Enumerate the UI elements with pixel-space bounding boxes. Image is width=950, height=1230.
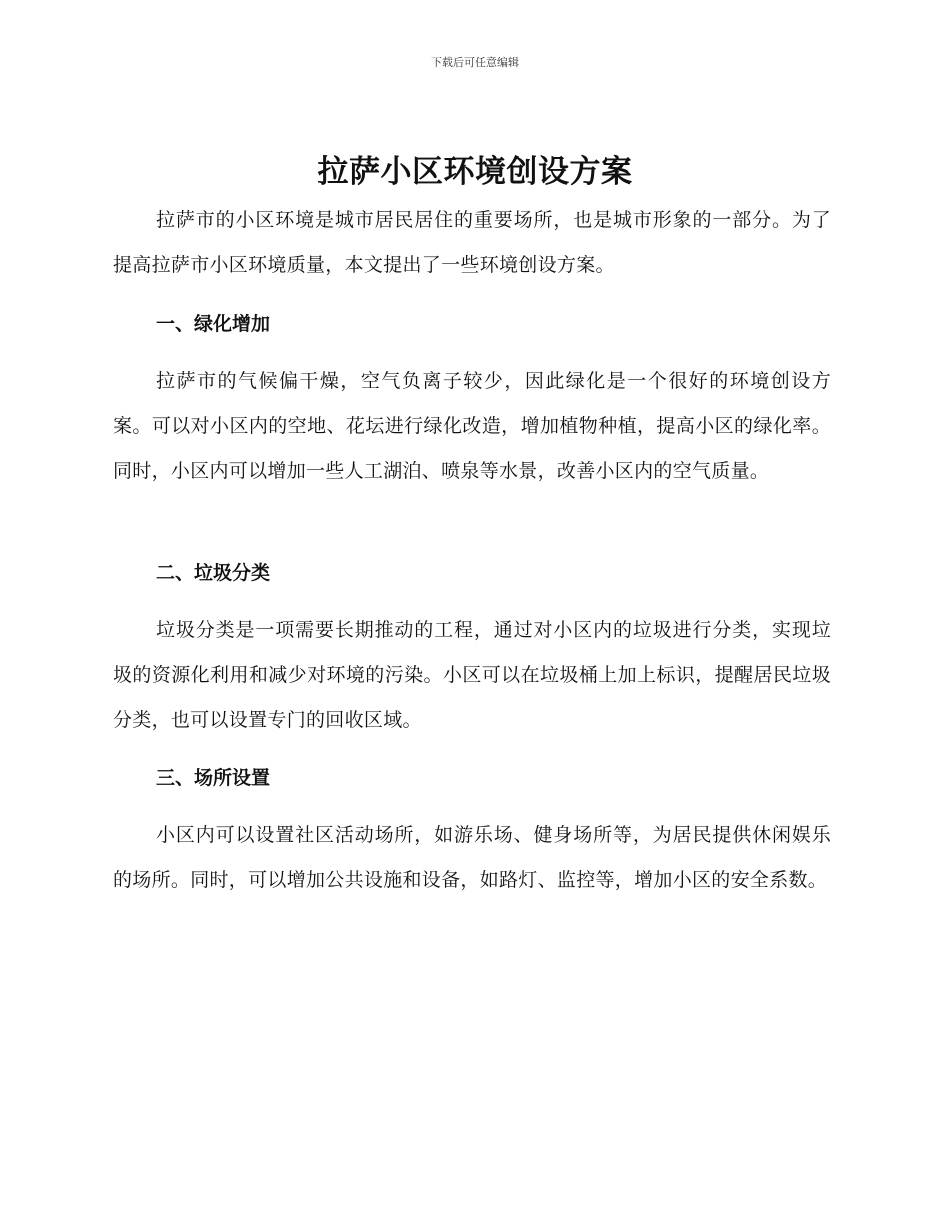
section-heading-waste-sorting: 二、垃圾分类 <box>156 562 271 584</box>
section-heading-greening: 一、绿化增加 <box>156 313 271 335</box>
section-body-facilities: 小区内可以设置社区活动场所，如游乐场、健身场所等，为居民提供休闲娱乐的场所。同时，可以增加公共设施和设备，如路灯、监控等，增加小区的安全系数。 <box>113 824 831 891</box>
document-title: 拉萨小区环境创设方案 <box>317 154 633 190</box>
section-heading-facilities: 三、场所设置 <box>156 767 271 789</box>
intro-paragraph: 拉萨市的小区环境是城市居民居住的重要场所，也是城市形象的一部分。为了提高拉萨市小区环境质量，本文提出了一些环境创设方案。 <box>113 209 831 276</box>
section-body-greening: 拉萨市的气候偏干燥，空气负离子较少，因此绿化是一个很好的环境创设方案。可以对小区内的空地、花坛进行绿化改造，增加植物种植，提高小区的绿化率。同时，小区内可以增加一些人工湖泊、喷泉等水景，改善小区内的空气质量。 <box>113 370 831 482</box>
section-body-waste-sorting: 垃圾分类是一项需要长期推动的工程，通过对小区内的垃圾进行分类，实现垃圾的资源化利用和减少对环境的污染。小区可以在垃圾桶上加上标识，提醒居民垃圾分类，也可以设置专门的回收区域。 <box>113 619 831 731</box>
page-header-note: 下载后可任意编辑 <box>431 56 519 69</box>
